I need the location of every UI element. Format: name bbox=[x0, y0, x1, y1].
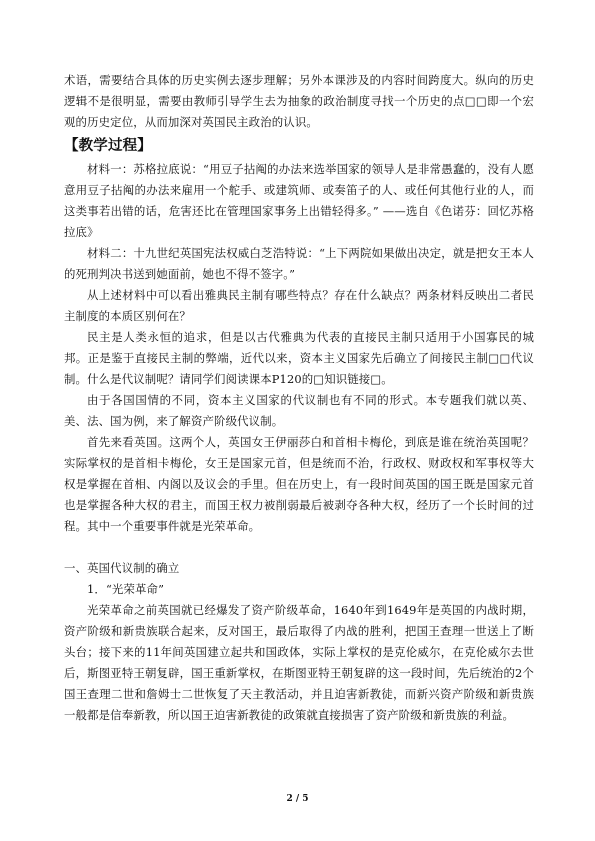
subsubsection-heading: 1．“光荣革命” bbox=[87, 582, 165, 596]
england-intro-paragraph: 首先来看英国。这两个人，英国女王伊丽莎白和首相卡梅伦，到底是谁在统治英国呢？实际掌权的是首相卡梅伦，女王是国家元首，但是统而不治，行政权、财政权和军事权等大权是掌握在首相、内阁以及议会的手里。但在历史上，有一段时间英国的国王既是国家元首也是掌握各种大权的君主，而国王权力被削弱最后被剥夺各种大权，经历了一个长时间的过程。其中一个重要事件就是光荣革命。 bbox=[64, 435, 534, 533]
glorious-revolution-paragraph: 光荣革命之前英国就已经爆发了资产阶级革命，1640年到1649年是英国的内战时期，资产阶级和新贵族联合起来，反对国王，最后取得了内战的胜利，把国王查理一世送上了断头台；接下来的11年间英国建立起共和国政体，实际上掌权的是克伦威尔，在克伦威尔去世后，斯图亚特王朝复辟，国王重新掌权，在斯图亚特王朝复辟的这一段时间，先后统治的2个国王查理二世和詹姆士二世恢复了天主教活动，并且迫害新教徒，而新兴资产阶级和新贵族一般都是信奉新教，所以国王迫害新教徒的政策就直接损害了资产阶级和新贵族的利益。 bbox=[64, 603, 534, 722]
question-paragraph: 从上述材料中可以看出雅典民主制有哪些特点？存在什么缺点？两条材料反映出二者民主制度的本质区别何在？ bbox=[64, 288, 534, 323]
democracy-paragraph: 民主是人类永恒的追求，但是以古代雅典为代表的直接民主制只适用于小国寡民的城邦。正是鉴于直接民主制的弊端，近代以来，资本主义国家先后确立了间接民主制□□代议制。什么是代议制呢？请同学们阅读课本P120的□知识链接□。 bbox=[64, 330, 534, 386]
subsection-heading: 一、英国代议制的确立 bbox=[64, 561, 180, 575]
blank-line bbox=[64, 537, 534, 558]
intro-paragraph: 术语，需要结合具体的历史实例去逐步理解；另外本课涉及的内容时间跨度大。纵向的历史逻辑不是很明显，需要由教师引导学生去为抽象的政治制度寻找一个历史的点□□即一个宏观的历史定位，从而加深对英国民主政治的认识。 bbox=[64, 73, 534, 129]
material-one-paragraph: 材料一：苏格拉底说：“用豆子拈阄的办法来选举国家的领导人是非常愚蠢的，没有人愿意用豆子拈阄的办法来雇用一个舵手、或建筑师、或奏笛子的人、或任何其他行业的人，而这类事若出错的话，危害还比在管理国家事务上出错轻得多。” ——选自《色诺芬：回忆苏格拉底》 bbox=[64, 162, 534, 239]
national-conditions-paragraph: 由于各国国情的不同，资本主义国家的代议制也有不同的形式。本专题我们就以英、美、法、国为例，来了解资产阶级代议制。 bbox=[64, 393, 534, 428]
material-two-paragraph: 材料二：十九世纪英国宪法权威白芝浩特说：“上下两院如果做出决定，就是把女王本人的死刑判决书送到她面前，她也不得不签字。” bbox=[64, 246, 534, 281]
section-heading-teaching-process: 【教学过程】 bbox=[64, 138, 152, 154]
page-number: 2 / 5 bbox=[286, 794, 309, 804]
document-body bbox=[64, 70, 534, 726]
